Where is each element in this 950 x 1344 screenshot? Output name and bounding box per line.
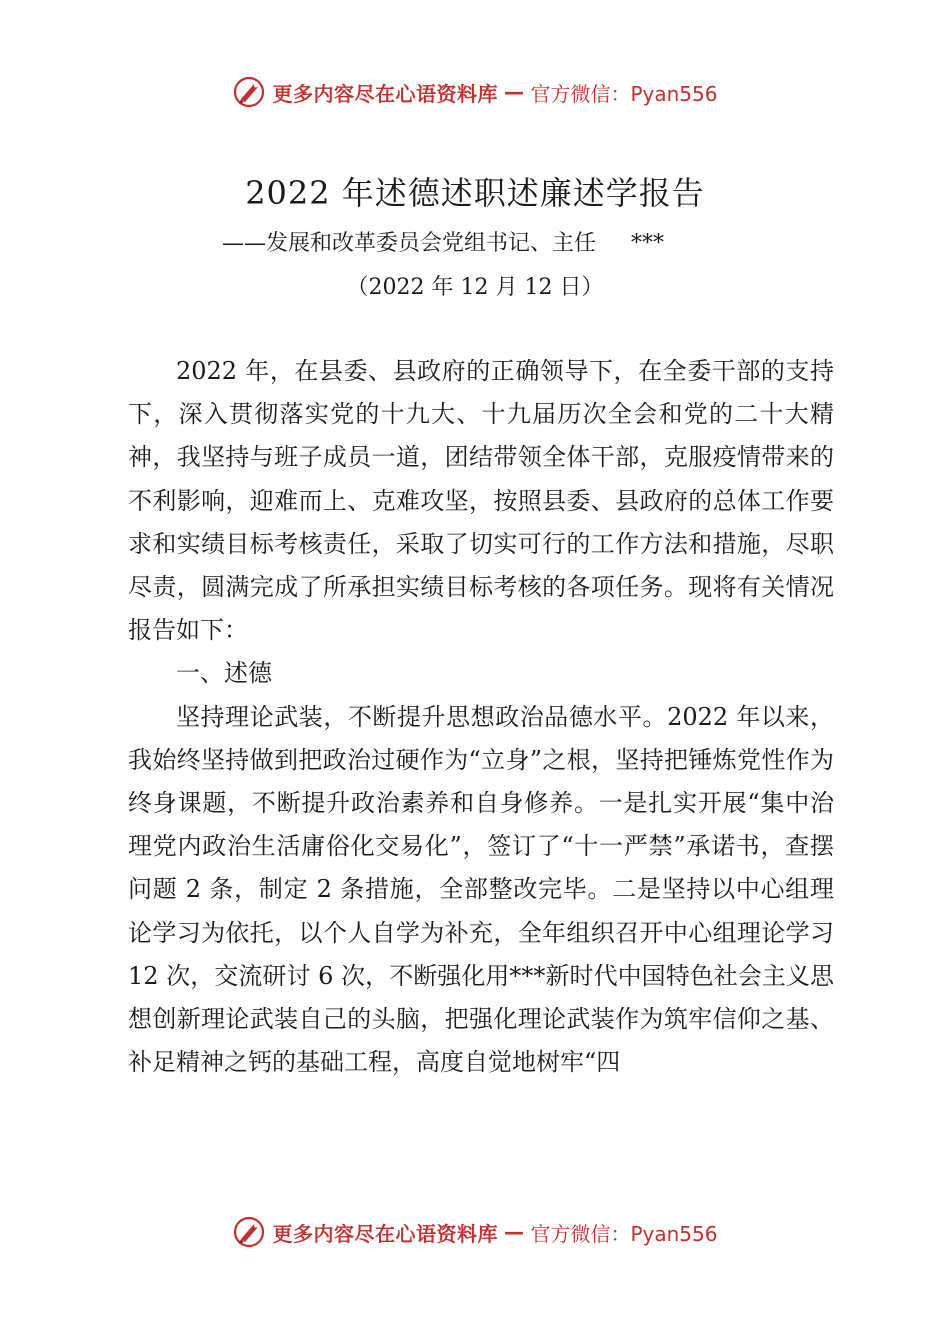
watermark-wechat: 官方微信：Pyan556 xyxy=(530,81,718,106)
watermark-wechat: 官方微信：Pyan556 xyxy=(530,1221,718,1246)
section-heading-virtue: 一、述德 xyxy=(176,659,272,688)
watermark-brand: 更多内容尽在心语资料库 xyxy=(272,81,498,106)
watermark-footer xyxy=(0,1212,950,1252)
document-subtitle: ——发展和改革委员会党组书记、主任 *** xyxy=(222,231,664,256)
watermark-separator: — xyxy=(503,80,525,104)
watermark-brand: 更多内容尽在心语资料库 xyxy=(272,1221,498,1246)
watermark-separator: — xyxy=(503,1220,525,1244)
paragraph-virtue-body: 坚持理论武装，不断提升思想政治品德水平。2022 年以来，我始终坚持做到把政治过硬作为“立身”之根，坚持把锤炼党性作为终身课题，不断提升政治素养和自身修养。一是扎实开展“集中治理党内政治生活庸俗化交易化”，签订了“十一严禁”承诺书，查摆问题 2 条，制定 2 条措施，全部整改完毕。二是坚持以中心组理论学习为依托，以个人自学为补充，全年组织召开中心组理论学习 12 次，交流研讨 6 次，不断强化用***新时代中国特色社会主义思想创新理论武装自己的头脑，把强化理论武装作为筑牢信仰之基、补足精神之钙的基础工程，高度自觉地树牢“四 xyxy=(128,702,834,1077)
pen-logo-icon xyxy=(232,1215,266,1249)
watermark-header xyxy=(0,72,950,112)
document-date: （2022 年 12 月 12 日） xyxy=(346,275,604,300)
document-body xyxy=(128,350,834,1084)
pen-logo-icon xyxy=(232,75,266,109)
document-title: 2022 年述德述职述廉述学报告 xyxy=(245,174,705,212)
paragraph-intro: 2022 年，在县委、县政府的正确领导下，在全委干部的支持下，深入贯彻落实党的十九大、十九届历次全会和党的二十大精神，我坚持与班子成员一道，团结带领全体干部，克服疫情带来的不利影响，迎难而上、克难攻坚，按照县委、县政府的总体工作要求和实绩目标考核责任，采取了切实可行的工作方法和措施，尽职尽责，圆满完成了所承担实绩目标考核的各项任务。现将有关情况报告如下： xyxy=(128,357,834,645)
